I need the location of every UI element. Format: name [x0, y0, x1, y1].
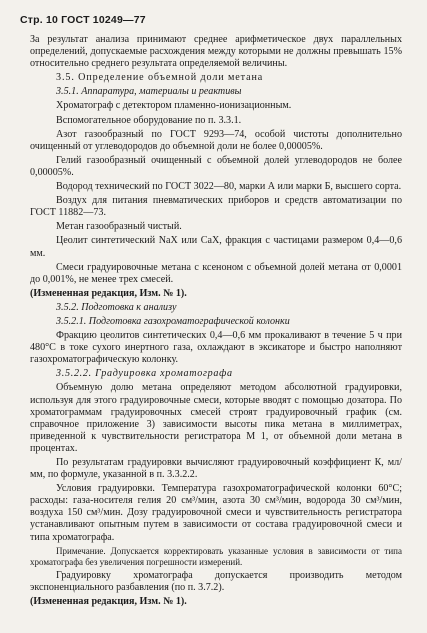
paragraph-item: Цеолит синтетический NaX или CaX, фракция с частицами размером 0,4—0,6 мм.: [30, 235, 402, 259]
amendment-note: (Измененная редакция, Изм. № 1).: [30, 595, 187, 607]
paragraph-result: За результат анализа принимают среднее арифметическое двух параллельных определений, допускаемые расхождения между которыми не должны превышать 15% относительно среднего результата определяемой величины.: [30, 34, 402, 70]
paragraph-item: Градуировку хроматографа допускается производить методом экспоненциального разбавления (по п. 3.7.2).: [30, 569, 402, 593]
paragraph-item: По результатам градуировки вычисляют градуировочный коэффициент К, мл/мм, по формуле, указанной в п. 3.3.2.2.: [30, 457, 402, 481]
subsection-heading-3-5-2-2: 3.5.2.2. Градуировка хроматографа: [56, 368, 233, 380]
paragraph-item: Объемную долю метана определяют методом абсолютной градуировки, используя для этого градуировочные смеси, которые вводят с помощью дозатора. По хроматограммам градуировочных смесей строят градуировочный график (см. справочное приложение 3) зависимости высоты пика метана в миллиметрах, приведенной к чувствительности регистратора М 1, от объемной доли метана в процентах.: [30, 382, 402, 454]
paragraph-item: Воздух для питания пневматических приборов и средств автоматизации по ГОСТ 11882—73.: [30, 195, 402, 219]
paragraph-item: Метан газообразный чистый.: [56, 221, 182, 233]
subsection-heading-3-5-2: 3.5.2. Подготовка к анализу: [56, 301, 177, 313]
section-heading-3-5: 3.5. Определение объемной доли метана: [56, 72, 264, 84]
paragraph-item: Водород технический по ГОСТ 3022—80, марки А или марки Б, высшего сорта.: [56, 181, 402, 193]
paragraph-item: Гелий газообразный очищенный с объемной долей углеводородов не более 0,00005%.: [30, 154, 402, 178]
amendment-note: (Измененная редакция, Изм. № 1).: [30, 287, 187, 299]
page-header: Стр. 10 ГОСТ 10249—77: [20, 14, 146, 26]
document-body: [30, 34, 402, 610]
subsection-heading-3-5-1: 3.5.1. Аппаратура, материалы и реактивы: [56, 86, 242, 98]
note-paragraph: Примечание. Допускается корректировать указанные условия в зависимости от типа хроматографа без увеличения погрешности измерений.: [30, 545, 402, 567]
paragraph-item: Хроматограф с детектором пламенно-ионизационным.: [56, 100, 292, 112]
paragraph-item: Вспомогательное оборудование по п. 3.3.1.: [56, 114, 242, 126]
paragraph-item: Смеси градуировочные метана с ксеноном с объемной долей метана от 0,0001 до 0,001%, не менее трех смесей.: [30, 261, 402, 285]
paragraph-item: Фракцию цеолитов синтетических 0,4—0,6 мм прокаливают в течение 5 ч при 480°С в токе сухого инертного газа, охлаждают в эксикаторе и быстро наполняют газохроматографическую колонку.: [30, 330, 402, 366]
paragraph-item: Азот газообразный по ГОСТ 9293—74, особой чистоты дополнительно очищенный от углеводородов до объемной доли не более 0,00005%.: [30, 128, 402, 152]
subsection-heading-3-5-2-1: 3.5.2.1. Подготовка газохроматографической колонки: [56, 315, 290, 327]
paragraph-item: Условия градуировки. Температура газохроматографической колонки 60°С; расходы: газа-носителя гелия 20 см³/мин, азота 30 см³/мин, водорода 30 см³/мин, воздуха 150 см³/мин. Дозу градуировочной смеси и чувствительность регистратора устанавливают опытным путем в зависимости от состава градуировочной смеси и типа хроматографа.: [30, 483, 402, 543]
